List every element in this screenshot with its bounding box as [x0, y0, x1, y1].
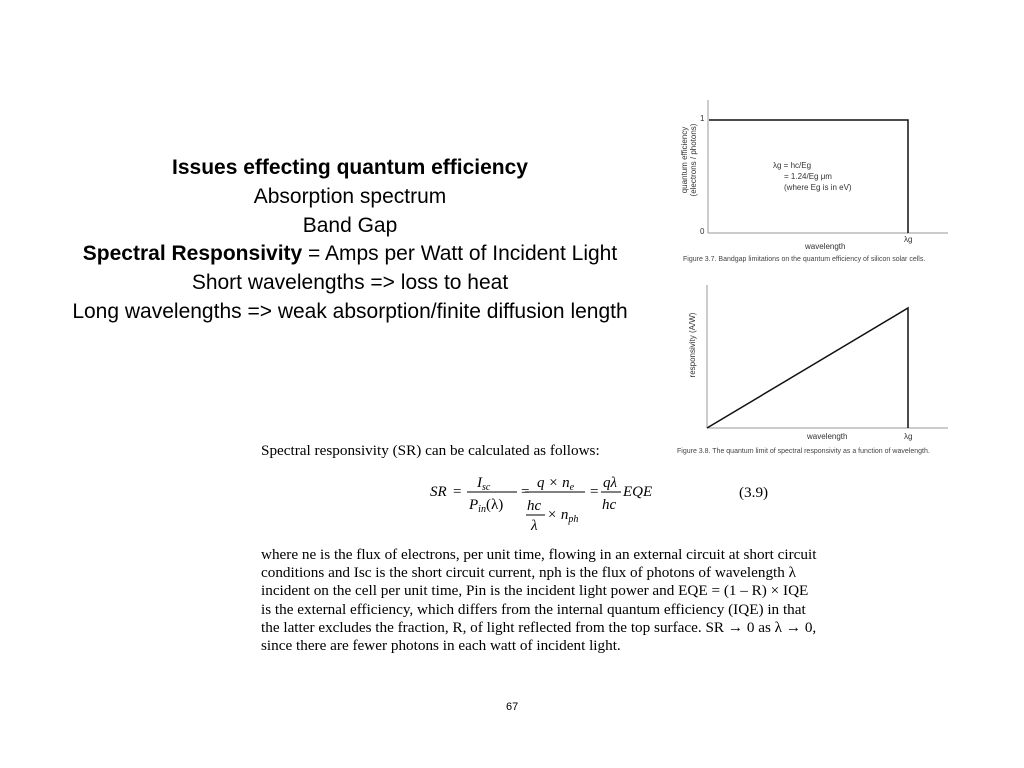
svg-text:Isc: $I_{sc}$	[477, 476, 491, 493]
svg-text:EQE: EQE	[623, 484, 653, 500]
figure-responsivity	[670, 280, 970, 460]
sr-ylabel: responsivity (A/W)	[688, 312, 697, 378]
lambda-g: λg	[904, 235, 913, 244]
svg-text:Pin(λ): $P_{in}(\lambda)$	[469, 497, 504, 515]
svg-text:q × ne: $q \times n_e$	[537, 476, 575, 493]
svg-text:=: =	[521, 484, 530, 500]
equation-number: (3.9)	[739, 484, 769, 501]
slide-text	[20, 154, 680, 327]
textbook-excerpt	[255, 438, 960, 683]
x-label: wavelength	[805, 242, 846, 251]
body-text: where ne is the flux of electrons, per unit time, flowing in an external circuit at short circuit conditions and Isc is the short circuit current, nph is the flux of photons of wavelength λ incident on the cell per unit time, Pin is the incident light power and EQE = (1 – R) × IQE is the external efficiency, which differs from the internal quantum efficiency (IQE) in that the latter excludes the fraction, R, of light reflected from the top surface. SR → 0 as λ → 0, since there are fewer photons in each watt of incident light.	[261, 546, 817, 655]
eq-line: λg = hc/Eg	[773, 161, 812, 170]
svg-text:hc: hc	[602, 497, 617, 513]
x-label: wavelength	[807, 432, 848, 441]
bullet-sr: Spectral Responsivity = Amps per Watt of Incident Light	[82, 242, 618, 266]
y-tick-1: 1	[700, 114, 705, 123]
figure-quantum-efficiency	[670, 90, 970, 270]
svg-text:qλ: qλ	[603, 476, 617, 491]
slide-heading: Issues effecting quantum efficiency	[172, 156, 528, 179]
svg-text:× nph: × $n_{ph}$	[547, 507, 579, 525]
intro-text: Spectral responsivity (SR) can be calculated as follows:	[261, 442, 600, 459]
eq-line: (where Eg is in eV)	[784, 183, 852, 192]
bullet-long: Long wavelengths => weak absorption/finite diffusion length	[72, 299, 628, 323]
bullet-bandgap: Band Gap	[302, 213, 398, 237]
svg-text:=: =	[590, 484, 599, 500]
sr-curve	[707, 308, 908, 428]
bullet-absorption: Absorption spectrum	[253, 184, 447, 208]
qe-ylabel: quantum efficiency (electrons / photons)	[680, 123, 698, 197]
eq-line: = 1.24/Eg μm	[784, 172, 832, 181]
figure-caption: Figure 3.8. The quantum limit of spectral responsivity as a function of wavelength.	[677, 448, 930, 455]
svg-text:=: =	[453, 484, 462, 500]
lambda-g: λg	[904, 432, 913, 441]
sr-equation	[255, 476, 960, 556]
figure-caption: Figure 3.7. Bandgap limitations on the quantum efficiency of silicon solar cells.	[683, 256, 926, 263]
svg-text:λ: λ	[531, 518, 538, 534]
y-tick-0: 0	[700, 227, 705, 236]
bullet-short: Short wavelengths => loss to heat	[191, 271, 509, 295]
svg-text:hc: hc	[527, 498, 542, 514]
svg-text:SR: SR	[430, 484, 447, 500]
page-number: 67	[506, 701, 519, 713]
